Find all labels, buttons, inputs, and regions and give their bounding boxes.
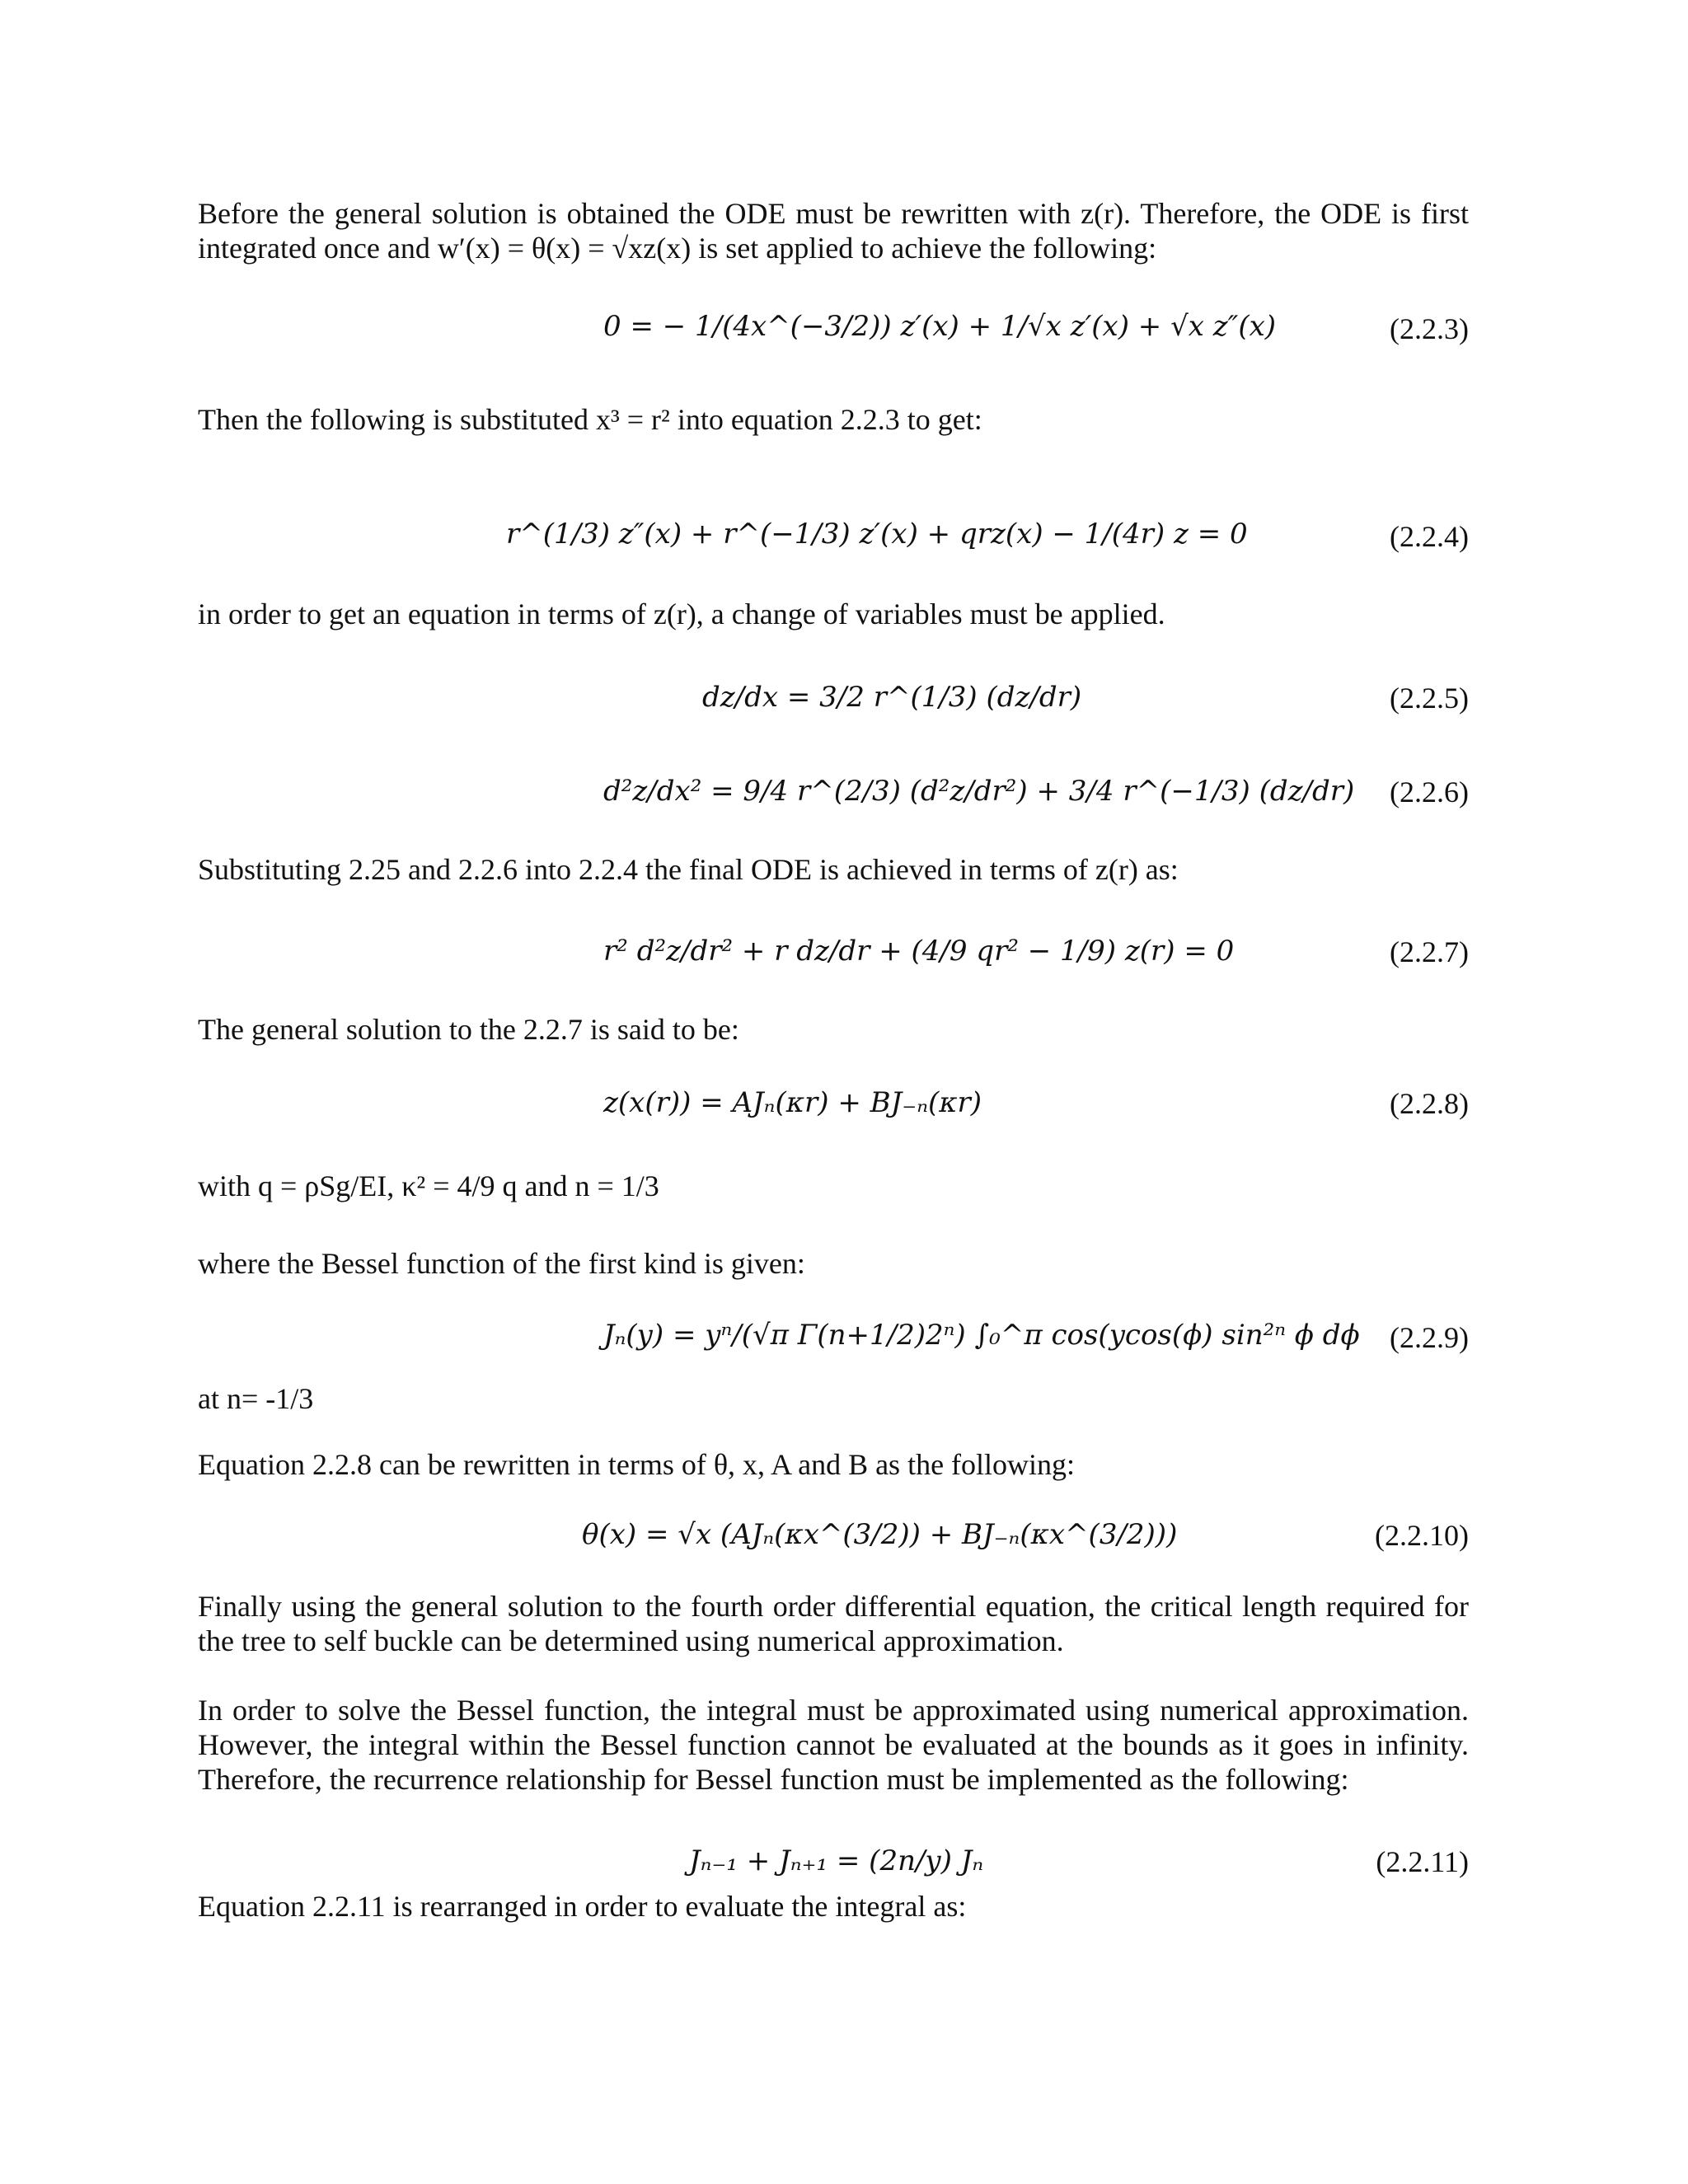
substitution-paragraph xyxy=(198,402,1469,437)
equation-2-2-4: r^(1/3) z″(x) + r^(−1/3) z′(x) + qrz(x) − 1/(4r) z = 0 xyxy=(506,518,1248,551)
equation-number-2-2-9: (2.2.9) xyxy=(1390,1321,1469,1354)
equation-2-2-7: r² d²z/dr² + r dz/dr + (4/9 qr² − 1/9) z(r) = 0 xyxy=(603,935,1235,968)
equation-number-2-2-5: (2.2.5) xyxy=(1390,682,1469,715)
substituting-text: Substituting 2.25 and 2.2.6 into 2.2.4 the final ODE is achieved in terms of z(r) as: xyxy=(198,853,1179,886)
equation-2-2-8: z(x(r)) = AJₙ(κr) + BJ₋ₙ(κr) xyxy=(603,1086,982,1119)
general-solution-text: The general solution to the 2.2.7 is said to be: xyxy=(198,1013,739,1046)
equation-number-2-2-10: (2.2.10) xyxy=(1375,1519,1469,1552)
rewrite-text: Equation 2.2.8 can be rewritten in terms of θ, x, A and B as the following: xyxy=(198,1448,1076,1481)
change-of-variables-paragraph xyxy=(198,597,1469,631)
order-note-text: at n= -1/3 xyxy=(198,1382,314,1415)
substitution-text: Then the following is substituted x³ = r² into equation 2.2.3 to get: xyxy=(198,403,982,436)
recurrence-paragraph xyxy=(198,1693,1469,1797)
critical-length-paragraph xyxy=(198,1589,1469,1658)
recurrence-line-2: However, the integral within the Bessel function cannot be evaluated at the bounds as it goes in infinity. xyxy=(198,1728,1469,1761)
rewrite-paragraph xyxy=(198,1447,1469,1482)
bessel-intro-text: where the Bessel function of the first kind is given: xyxy=(198,1247,805,1280)
equation-number-2-2-8: (2.2.8) xyxy=(1390,1087,1469,1120)
equation-number-2-2-11: (2.2.11) xyxy=(1376,1845,1469,1878)
equation-number-2-2-4: (2.2.4) xyxy=(1390,520,1469,553)
parameters-paragraph xyxy=(198,1169,1469,1203)
order-note xyxy=(198,1381,1469,1416)
intro-paragraph xyxy=(198,196,1469,265)
equation-number-2-2-3: (2.2.3) xyxy=(1390,312,1469,345)
critical-length-line-2: the tree to self buckle can be determined using numerical approximation. xyxy=(198,1624,1064,1657)
general-solution-paragraph xyxy=(198,1012,1469,1047)
critical-length-line-1: Finally using the general solution to the fourth order differential equation, the critical length required for xyxy=(198,1590,1469,1623)
intro-line-2: integrated once and w′(x) = θ(x) = √xz(x) is set applied to achieve the following: xyxy=(198,232,1157,265)
intro-line-1: Before the general solution is obtained the ODE must be rewritten with z(r). Therefore, the ODE is first xyxy=(198,197,1469,230)
equation-2-2-9: Jₙ(y) = yⁿ/(√π Γ(n+1/2)2ⁿ) ∫₀^π cos(ycos(ϕ) sin²ⁿ ϕ dϕ xyxy=(603,1319,1360,1352)
change-of-variables-text: in order to get an equation in terms of z(r), a change of variables must be applied. xyxy=(198,598,1165,630)
bessel-intro-paragraph xyxy=(198,1246,1469,1281)
substituting-paragraph xyxy=(198,852,1469,887)
equation-number-2-2-7: (2.2.7) xyxy=(1390,935,1469,968)
equation-2-2-3: 0 = − 1/(4x^(−3/2)) z′(x) + 1/√x z′(x) + √x z″(x) xyxy=(603,310,1277,343)
equation-2-2-5: dz/dx = 3/2 r^(1/3) (dz/dr) xyxy=(702,681,1082,714)
rearranged-text: Equation 2.2.11 is rearranged in order to evaluate the integral as: xyxy=(198,1890,967,1923)
rearranged-paragraph xyxy=(198,1889,1469,1924)
equation-number-2-2-6: (2.2.6) xyxy=(1390,776,1469,808)
equation-2-2-10: θ(x) = √x (AJₙ(κx^(3/2)) + BJ₋ₙ(κx^(3/2))) xyxy=(582,1518,1178,1551)
recurrence-line-1: In order to solve the Bessel function, the integral must be approximated using numerical approximation. xyxy=(198,1694,1469,1727)
equation-2-2-11: Jₙ₋₁ + Jₙ₊₁ = (2n/y) Jₙ xyxy=(689,1844,984,1877)
parameters-text: with q = ρSg/EI, κ² = 4/9 q and n = 1/3 xyxy=(198,1169,659,1202)
recurrence-line-3: Therefore, the recurrence relationship for Bessel function must be implemented as the following: xyxy=(198,1763,1349,1796)
equation-2-2-6: d²z/dx² = 9/4 r^(2/3) (d²z/dr²) + 3/4 r^(−1/3) (dz/dr) xyxy=(603,775,1355,808)
